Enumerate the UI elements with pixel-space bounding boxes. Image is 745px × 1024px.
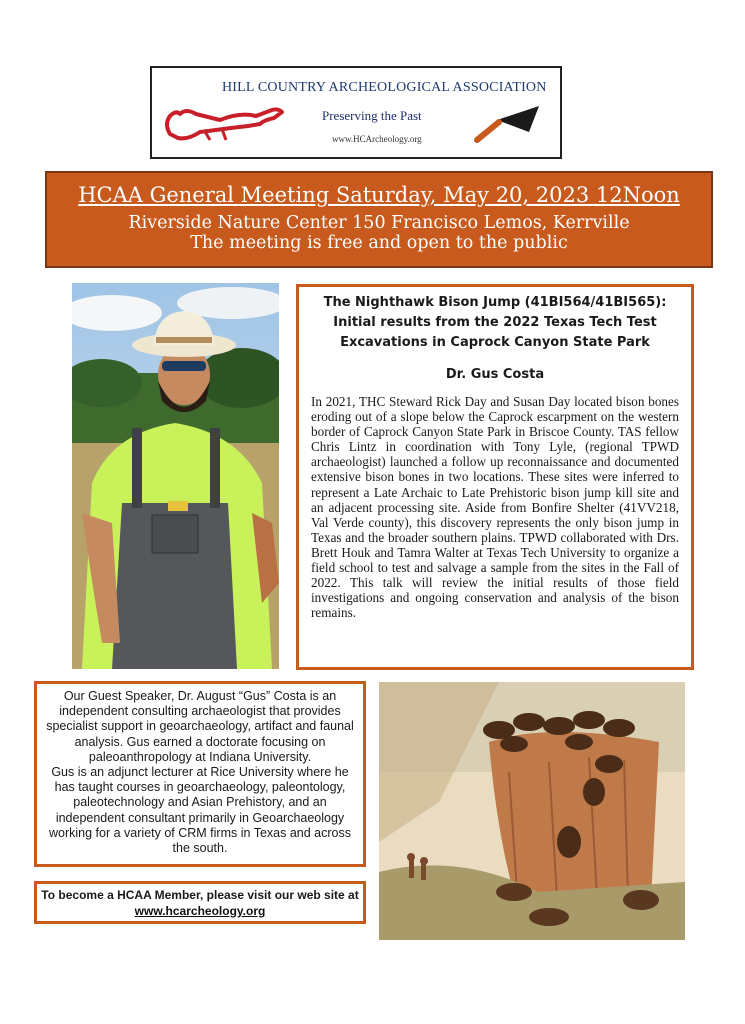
- bison-jump-painting: [379, 682, 685, 940]
- membership-prompt: To become a HCAA Member, please visit our web site at: [41, 888, 359, 902]
- speaker-photo: [72, 283, 279, 669]
- speaker-bio-box: [34, 681, 366, 867]
- logo-website: www.HCArcheology.org: [332, 134, 422, 144]
- speaker-bio-paragraph-2: Gus is an adjunct lecturer at Rice University where he has taught courses in geoarchaeology, paleontology, paleotechnology and Asian Prehistory, and an independent consultant primarily in Geoarchaeology working for a variety of CRM firms in Texas and across the south.: [49, 765, 351, 856]
- talk-box: [296, 284, 694, 670]
- meeting-title: HCAA General Meeting Saturday, May 20, 2023 12Noon: [78, 183, 680, 207]
- petroglyph-animal-icon: [160, 96, 290, 146]
- speaker-bio-paragraph-1: Our Guest Speaker, Dr. August “Gus” Costa is an independent consulting archaeologist that provides specialist support in geoarchaeology, artifact and faunal analysis. Gus earned a doctorate focusing on paleoanthropology at Indiana University.: [46, 689, 354, 764]
- membership-text: [37, 887, 363, 919]
- org-name: HILL COUNTRY ARCHEOLOGICAL ASSOCIATION: [222, 80, 547, 95]
- tagline: Preserving the Past: [322, 108, 422, 123]
- meeting-banner: [45, 171, 713, 268]
- talk-title: The Nighthawk Bison Jump (41BI564/41BI565): Initial results from the 2022 Texas Tech Test Excavations in Caprock Canyon State Park: [323, 295, 667, 350]
- speaker-name: Dr. Gus Costa: [445, 367, 545, 382]
- talk-abstract: In 2021, THC Steward Rick Day and Susan Day located bison bones eroding out of a slope below the Caprock escarpment on the western border of Caprock Canyon State Park in Briscoe County. TAS fellow Chris Lintz in coordination with Tony Lyle, (regional TPWD archaeologist) launched a follow up reconnaissance and documented extensive bison bones in two locations. These sites were inferred to represent a Late Archaic to Late Prehistoric bison jump kill site and an adjacent processing site. Aside from Bonfire Shelter (41VV218, Val Verde county), this discovery represents the only bison jump in Texas and the broader southern plains. TPWD collaborated with Drs. Brett Houk and Tamra Walter at Texas Tech University to organize a field school to test and salvage a sample from the sites in the Fall of 2022. This talk will review the initial results of those field investigations and ongoing conservation and analysis of the bison remains.: [311, 394, 679, 621]
- membership-box: [34, 881, 366, 924]
- association-logo: [150, 66, 562, 159]
- trowel-icon: [467, 102, 547, 150]
- meeting-note: The meeting is free and open to the public: [190, 233, 568, 253]
- membership-link[interactable]: www.hcarcheology.org: [134, 904, 266, 918]
- meeting-location: Riverside Nature Center 150 Francisco Lemos, Kerrville: [128, 213, 630, 233]
